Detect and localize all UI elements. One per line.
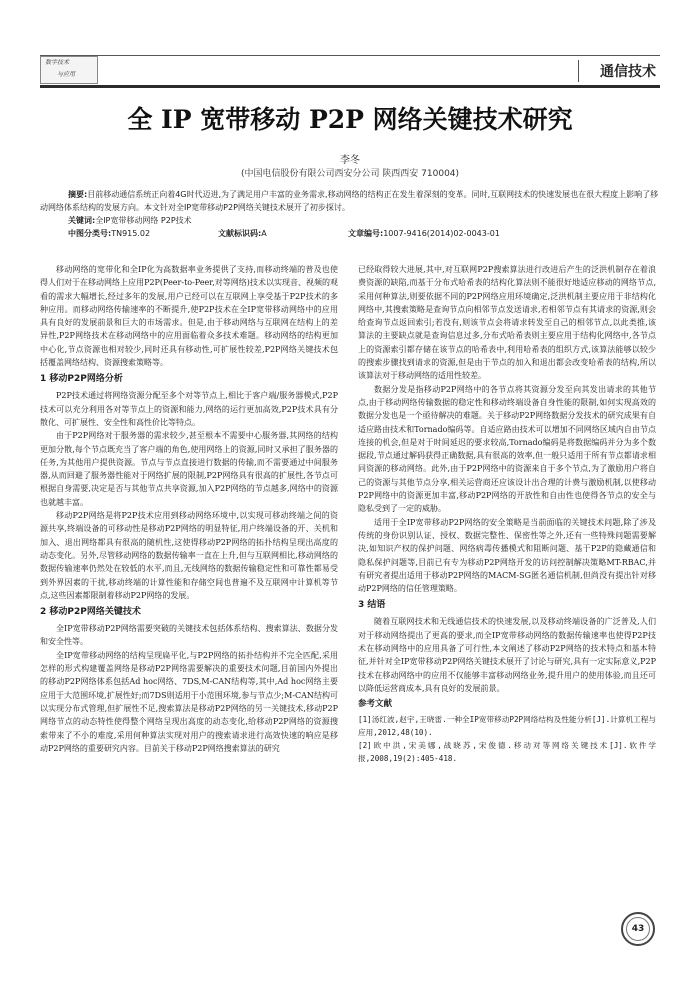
clc-field xyxy=(68,227,218,240)
paragraph: 已经取得较大进展,其中,对互联网P2P搜索算法进行改进后产生的泛洪机制存在着浪费资源的缺陷,而基于分布式哈希表的结构化算法则不能很好地适应移动的网络节点,采用何种算法,则要依据不同的P2P网络应用环境确定,泛洪机制主要应用于非结构化网络中,其搜索策略是查询节点向相邻节点发送请求,若相邻节点有其请求的资源,则会给查询节点返回索引;若没有,则该节点会将请求转发至自己的相邻节点,以此类推,该算法的主要缺点就是查询信息过多,分布式哈希表则主要应用于结构化网络中,各节点上的资源索引都存储在该节点的哈希表中,利用哈希表的组织方式,该算法能够以较少的搜索步骤找到请求的资源,但是由于节点的加入和退出都会改变哈希表的结构,所以该算法对于移动网络的适用性较差。 xyxy=(358,265,656,381)
paragraph: 随着互联网技术和无线通信技术的快速发展,以及移动终端设备的广泛普及,人们对于移动网络提出了更高的要求,而全IP宽带移动网络的数据传输速率也使得P2P技术在移动网络中的应用具备了可行性,本文阐述了移动P2P网络的技术特点和基本特征,并针对全IP宽带移动P2P网络关键技术展开了讨论与研究,具有一定实际意义,P2P技术在移动网络中的应用不仅能够丰富移动网络业务,提升用户的使用体验,而且还可以降低运营商成本,具有良好的发展前景。 xyxy=(358,617,656,693)
right-column xyxy=(358,263,656,765)
abstract-text: 目前移动通信系统正向着4G时代迈进,为了满足用户丰富的业务需求,移动网络的结构正在发生着深刻的变革。同时,互联网技术的快速发展也在很大程度上影响了移动网络体系结构的发展方向。本文针对全IP宽带移动P2P网络关键技术展开了初步探讨。 xyxy=(40,190,659,212)
page-number-badge xyxy=(621,912,655,946)
paragraph: 数据分发是指移动P2P网络中的各节点将其资源分发至向其发出请求的其他节点,由于移动网络传输数据的稳定性和移动终端设备自身性能的限制,如何实现高效的数据分发也是一个亟待解决的难题。关于移动P2P网络数据分发技术的研究成果有自适应路由技术和Tornado编码等。自适应路由技术可以增加不同网络区域内自由节点连接的机会,但是对于时间延迟的要求较高,Tornado编码是将数据编码并分为多个数据段,节点通过解码获得正确数据,具有很高的效率,但一般只适用于所有节点都请求相同资源的移动网络。此外,由于P2P网络中的资源来自于多个节点,为了激励用户将自己的资源与其他节点分享,相关运营商还应该设计出合理的计费与激励机制,以使移动P2P网络中的资源更加丰富,移动P2P网络的开放性和自由性也使得各节点的安全与隐私受到了一定的威胁。 xyxy=(358,384,656,514)
article-number-value: 1007-9416(2014)02-0043-01 xyxy=(383,229,500,238)
article-number-field xyxy=(348,227,500,240)
intro-paragraph: 移动网络的宽带化和全IP化为高数据率业务提供了支持,而移动终端的普及也使得人们对于在移动网络上应用P2P(Peer-to-Peer,对等网络)技术以实现音、视频的观看的需求大幅增长,经过多年的发展,用户已经可以在互联网上享受基于P2P技术的多种应用。而移动网络传输速率的不断提升,使P2P技术在全IP宽带移动网络中的应用具有良好的发展前景和巨大的市场需求。但是,由于移动网络与互联网在结构上的差异性,P2P网络技术在移动网络中的应用面临着众多技术难题。移动网络的结构更加中心化,节点资源也相对较少,同时还具有移动性,可扩展性较差,P2P网络关键技术包括覆盖网络结构、资源搜索策略等。 xyxy=(40,265,338,368)
keywords-text: 全IP宽带移动网络 P2P技术 xyxy=(95,216,192,225)
doc-code-label: 文献标识码: xyxy=(218,229,262,238)
section-label: 通信技术 xyxy=(600,64,656,80)
section-heading-3: 3 结语 xyxy=(358,600,386,611)
paragraph: 全IP宽带移动网络的结构呈现扁平化,与P2P网络的拓扑结构并不完全匹配,采用怎样的形式构建覆盖网络是移动P2P网络需要解决的重要技术问题,目前国内外提出的移动P2P网络体系包括Ad hoc网络、7DS,M-CAN结构等,其中,Ad hoc网络主要应用于大范围环境,扩展性好;而7DS则适用于小范围环境,参与节点少;M-CAN结构可以实现分布式管理,但扩展性不足,搜索算法是移动P2P网络的另一关键技术,移动P2P网络节点的动态特性使得整个网络呈现出高度的动态变化,给移动P2P网络的资源搜索带来了不小的难度,采用何种算法实现对用户的搜索请求进行高效快速的响应是移动P2P网络的重要研究内容。目前关于移动P2P网络搜索算法的研究 xyxy=(40,650,338,753)
abstract xyxy=(40,188,660,214)
classification-row xyxy=(40,227,660,240)
header-rule-bar xyxy=(40,85,660,88)
article-title: 全 IP 宽带移动 P2P 网络关键技术研究 xyxy=(127,105,573,134)
paragraph: 适用于全IP宽带移动P2P网络的安全策略是当前面临的关键技术问题,除了涉及传统的身份识别认证、授权、数据完整性、保密性等之外,还有一些特殊问题需要解决,如知识产权的保护问题、网络病毒传播模式和阻断问题、基于P2P的隐藏通信和隐私保护问题等,目前已有专为移动P2P网络开发的访问控制解决策略MT-RBAC,并有研究者提出适用于移动P2P网络的MACM-SG匿名通信机制,但尚没有提出针对移动P2P网络的信任管理策略。 xyxy=(358,517,656,594)
clc-value: TN915.02 xyxy=(111,229,151,238)
doc-code-value: A xyxy=(261,229,267,238)
header-divider xyxy=(578,60,579,82)
section-heading-1: 1 移动P2P网络分析 xyxy=(40,374,123,385)
reference-item: [1]汤红波,赵宇,王晓雷.一种全IP宽带移动P2P网络结构及性能分析[J].计算机工程与应用,2012,48(10). xyxy=(358,715,656,738)
header-rule-top xyxy=(40,55,660,56)
reference-item: [2]欧中洪,宋美娜,战晓苏,宋俊德.移动对等网络关键技术[J].软件学报,2008,19(2):405-418. xyxy=(358,741,656,764)
doc-code-field xyxy=(218,227,348,240)
paragraph: P2P技术通过将网络资源分配至多个对等节点上,相比于客户端/服务器模式,P2P技术可以充分利用各对等节点上的资源和能力,网络的运行更加高效,P2P技术具有分散化、可扩展性、安全性和高性价比等特点。 xyxy=(40,391,338,427)
references-heading: 参考文献 xyxy=(358,699,393,710)
article-author: 李冬 xyxy=(340,155,360,166)
page-header xyxy=(0,0,700,90)
journal-logo-line2: 与应用 xyxy=(57,71,76,78)
left-column xyxy=(40,263,338,755)
page-number: 43 xyxy=(626,917,650,941)
keywords-label: 关键词: xyxy=(68,216,96,225)
paragraph: 由于P2P网络对于服务器的需求较少,甚至根本不需要中心服务器,其网络的结构更加分散,每个节点既充当了客户端的角色,使用网络上的资源,同时又承担了服务器的任务,为其他用户提供资源。节点与节点直接进行数据的传输,而不需要通过中间服务器,从而回避了服务器性能对于网络扩展的限制,P2P网络具有很高的扩展性,各节点可根据自身需要,决定是否与其他节点共享资源,加入P2P网络的节点越多,网络中的资源也就越丰富。 xyxy=(40,431,338,507)
paragraph: 移动P2P网络是将P2P技术应用到移动网络环境中,以实现可移动终端之间的资源共享,终端设备的可移动性是移动P2P网络的明显特征,用户终端设备的开、关机和加入、退出网络都具有很高的随机性,这使得移动P2P网络的拓扑结构呈现出高度的动态变化。另外,尽管移动网络的数据传输率一直在上升,但与互联网相比,移动网络的数据传输速率仍然处在较低的水平,而且,无线网络的数据传输稳定性和可靠性都易受到外界因素的干扰,移动终端的计算性能和存储空间也普遍不及互联网中计算机等节点,这些因素都限制着移动P2P网络的发展。 xyxy=(40,511,338,600)
abstract-label: 摘要: xyxy=(68,190,88,199)
keywords-row xyxy=(40,214,660,227)
author-affiliation: (中国电信股份有限公司西安分公司 陕西西安 710004) xyxy=(240,169,460,179)
abstract-block xyxy=(40,188,660,240)
clc-label: 中图分类号: xyxy=(68,229,112,238)
journal-logo xyxy=(40,56,98,84)
section-heading-2: 2 移动P2P网络关键技术 xyxy=(40,607,141,618)
article-number-label: 文章编号: xyxy=(348,229,384,238)
paragraph: 全IP宽带移动P2P网络需要突破的关键技术包括体系结构、搜索算法、数据分发和安全性等。 xyxy=(40,624,338,647)
journal-logo-line1: 数字技术 xyxy=(45,59,70,66)
